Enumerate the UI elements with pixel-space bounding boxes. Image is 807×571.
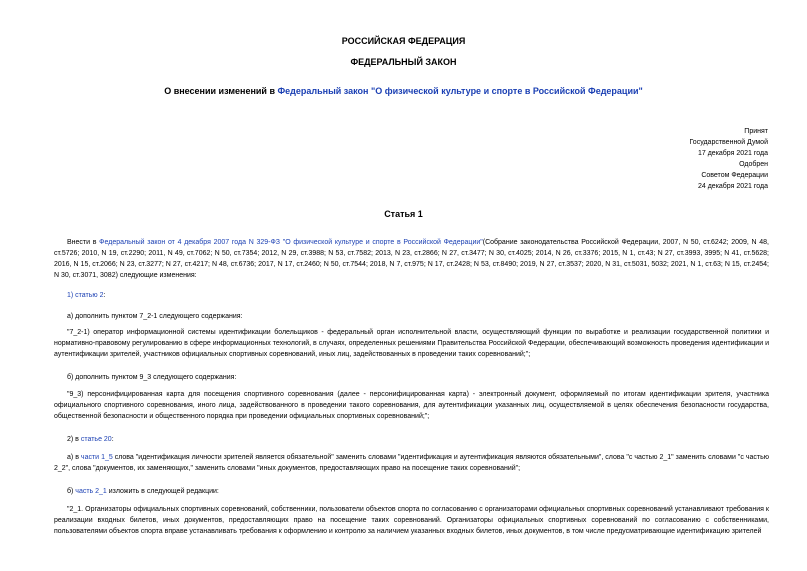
article-title: Статья 1	[384, 209, 423, 219]
country-heading: РОССИЙСКАЯ ФЕДЕРАЦИЯ	[341, 36, 466, 46]
item-2a	[54, 452, 769, 474]
item-2-link[interactable]: статье 20	[80, 436, 112, 443]
quote-7-2-1: "7_2-1) оператор информационной системы идентификации болельщиков - федеральный орган исполнительной власти, осуществляющий функции по выработке и реализации государственной политики и нормативно-правовому регулированию в сфере информационных технологий, в случаях, определенных решениями Правительства Российской Федерации, обеспечивающий возможность проведения идентификации и аутентификации зрителей, участников официальных спортивных соревнований, иных лиц, задействованных в проведении таких соревнований;";	[54, 329, 769, 358]
doc-type-heading: ФЕДЕРАЛЬНЫЙ ЗАКОН	[350, 57, 457, 67]
intro-rest: (Собрание законодательства Российской Федерации, 2007, N 50, ст.6242; 2009, N 48, ст.5726; 2010, N 19, ст.2290; 2011, N 49, ст.7062; N 50, ст.7354; 2012, N 29, ст.3988; N 53, ст.7582; 2013, N 23, ст.2866; N 27, ст.3477; N 30, ст.4025; 2014, N 26, ст.3376; 2015, N 1, ст.43; N 27, ст.3993, 3995; N 41, ст.5628; 2016, N 15, ст.2066; N 23, ст.3277; N 27, ст.4217; N 48, ст.6736; 2017, N 17, ст.2460; N 50, ст.7544; 2018, N 7, ст.975; N 17, ст.2428; N 53, ст.8490; 2019, N 27, ст.3537; 2020, N 31, ст.5031, 5032; 2021, N 1, ст.63; N 15, ст.2454; N 30, ст.3071, 3082) следующие изменения:	[54, 239, 769, 279]
quote-9-3: "9_3) персонифицированная карта для посещения спортивного соревнования (далее - персонифицированная карта) - электронный документ, оформляемый по итогам идентификации зрителя, участника официального спортивного соревнования, иного лица, задействованного в проведении такого соревнования, для аутентификации указанных лиц, осуществляемой в целях обеспечения безопасности государства, общественной безопасности и общественного порядка при проведении официальных спортивных соревнований;";	[54, 391, 769, 420]
item-2-suffix: :	[111, 436, 114, 443]
intro-paragraph	[54, 237, 769, 281]
law-title-link[interactable]: Федеральный закон "О физической культуре и спорте в Российской Федерации"	[277, 86, 643, 96]
item-2b-prefix: б)	[67, 488, 76, 495]
item-2a-link[interactable]: части 1_5	[80, 454, 113, 461]
item-2a-prefix: а) в	[67, 454, 81, 461]
intro-prefix: Внести в	[67, 239, 100, 246]
adoption-line: Государственной Думой	[689, 139, 768, 146]
adoption-line: 17 декабря 2021 года	[697, 150, 768, 157]
adoption-line: Принят	[744, 128, 768, 135]
adoption-line: Одобрен	[739, 161, 768, 168]
quote-2-1: "2_1. Организаторы официальных спортивных соревнований, собственники, пользователи объектов спорта по согласованию с организаторами официальных спортивных соревнований устанавливают требования к реализации входных билетов, иных документов, предоставляющих право на посещение таких соревнований. Организаторы официальных спортивных соревнований по согласованию с собственниками, пользователями объектов спорта вправе устанавливать требования к оформлению и контролю за наличием указанных входных билетов, иных документов, в том числе предусматривающие идентификацию зрителей	[54, 506, 769, 535]
law-title	[0, 86, 807, 96]
item-1-link[interactable]: 1) статью 2	[67, 292, 104, 299]
item-2	[54, 434, 769, 445]
item-2-prefix: 2) в	[67, 436, 81, 443]
item-2b-link[interactable]: часть 2_1	[75, 488, 107, 495]
item-2b	[54, 486, 769, 497]
law-title-prefix: О внесении изменений в	[164, 86, 278, 96]
item-2b-rest: изложить в следующей редакции:	[106, 488, 219, 495]
item-1	[54, 290, 769, 301]
adoption-line: Советом Федерации	[701, 172, 768, 179]
item-2a-rest: слова "идентификация личности зрителей является обязательной" заменить словами "идентификация и аутентификация являются обязательными", слова "с частью 2_1" заменить словами "с частью 2_2", слова "документов, их заменяющих," заменить словами "иных документов, предоставляющих право на посещение таких соревнований";	[54, 454, 769, 472]
item-1a: а) дополнить пунктом 7_2-1 следующего содержания:	[67, 313, 243, 320]
intro-law-link[interactable]: Федеральный закон от 4 декабря 2007 года N 329-ФЗ "О физической культуре и спорте в Российской Федерации"	[99, 239, 483, 246]
adoption-line: 24 декабря 2021 года	[697, 183, 768, 190]
item-1b: б) дополнить пунктом 9_3 следующего содержания:	[67, 374, 237, 381]
item-1-suffix: :	[103, 292, 106, 299]
adoption-block	[689, 126, 768, 192]
